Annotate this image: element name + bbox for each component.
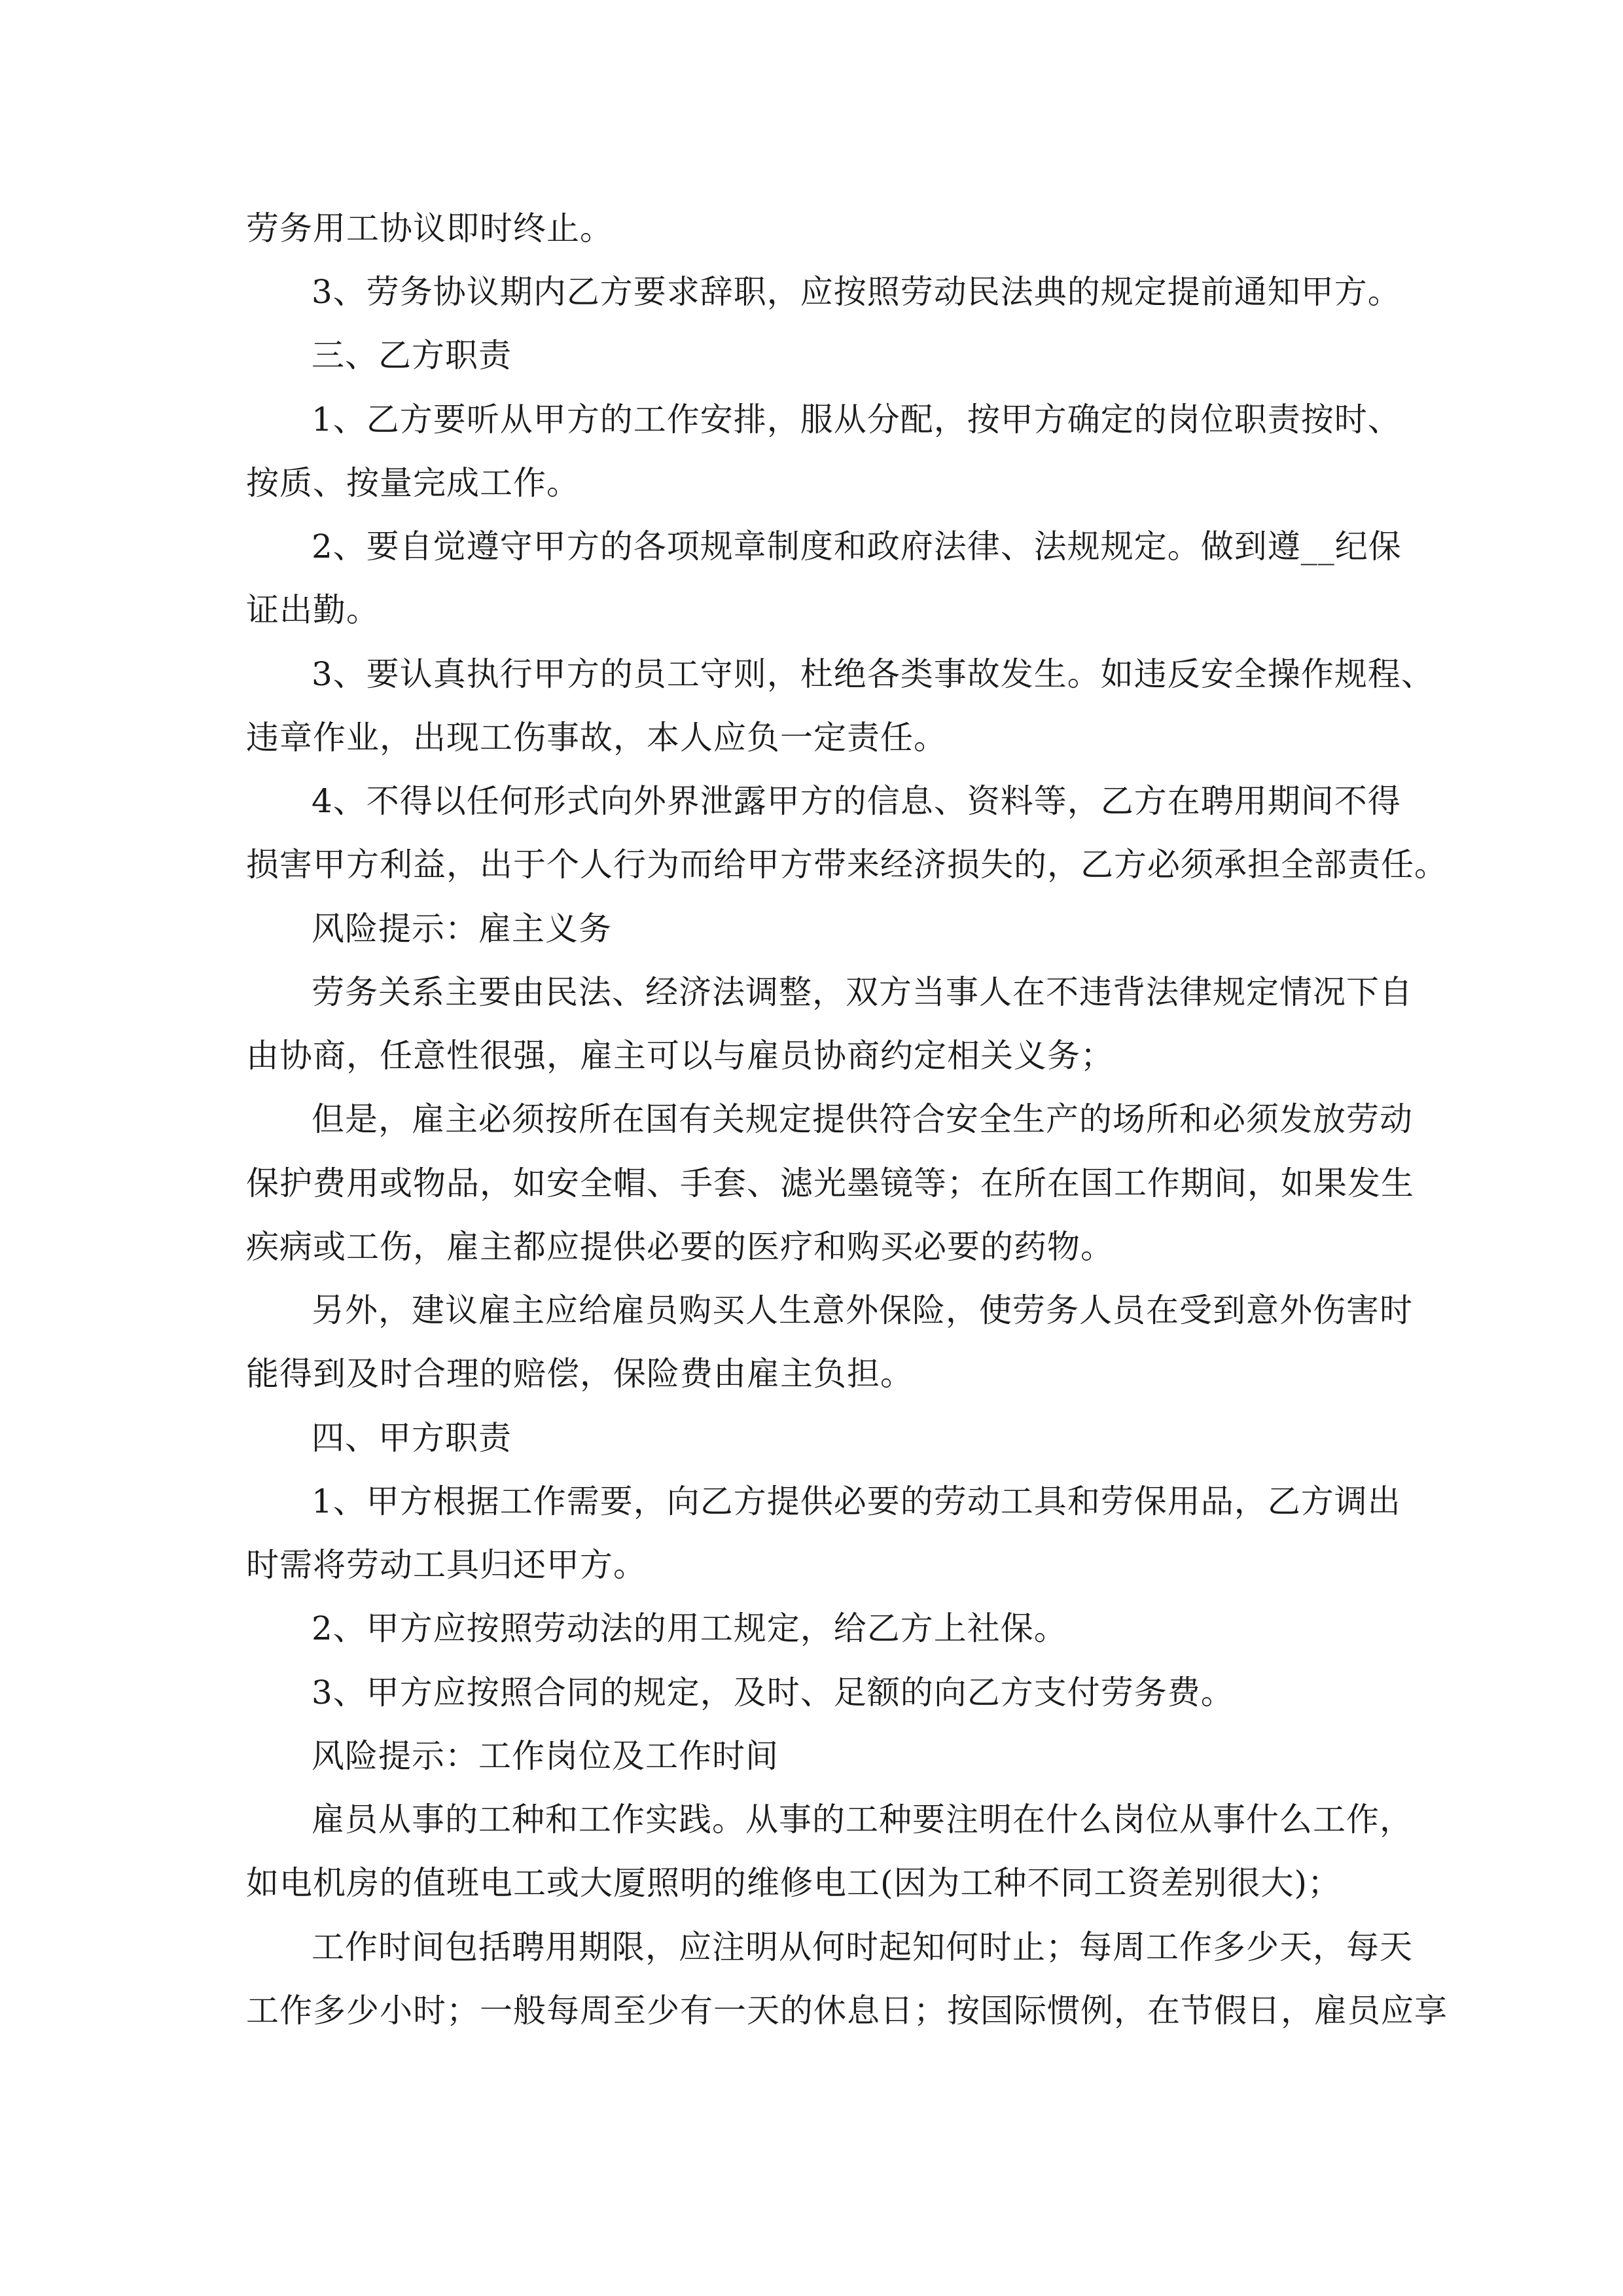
text-line: 损害甲方利益，出于个人行为而给甲方带来经济损失的，乙方必须承担全部责任。 [246, 846, 1448, 884]
text-line: 但是，雇主必须按所在国有关规定提供符合安全生产的场所和必须发放劳动 [312, 1100, 1413, 1138]
text-line: 违章作业，出现工伤事故，本人应负一定责任。 [246, 719, 947, 757]
text-line: 劳务用工协议即时终止。 [246, 209, 613, 247]
risk-heading: 风险提示：工作岗位及工作时间 [312, 1737, 779, 1775]
text-line: 1、乙方要听从甲方的工作安排，服从分配，按甲方确定的岗位职责按时、 [312, 401, 1401, 439]
section-heading: 四、甲方职责 [312, 1419, 512, 1457]
text-line: 3、要认真执行甲方的员工守则，杜绝各类事故发生。如违反安全操作规程、 [312, 655, 1435, 693]
text-line: 工作多少小时；一般每周至少有一天的休息日；按国际惯例，在节假日，雇员应享 [246, 1992, 1448, 2030]
text-line: 劳务关系主要由民法、经济法调整，双方当事人在不违背法律规定情况下自 [312, 973, 1413, 1011]
text-line: 雇员从事的工种和工作实践。从事的工种要注明在什么岗位从事什么工作， [312, 1801, 1413, 1839]
text-line: 疾病或工伤，雇主都应提供必要的医疗和购买必要的药物。 [246, 1228, 1114, 1266]
text-line: 工作时间包括聘用期限，应注明从何时起知何时止；每周工作多少天，每天 [312, 1928, 1413, 1966]
text-line: 能得到及时合理的赔偿，保险费由雇主负担。 [246, 1355, 914, 1393]
text-line: 2、要自觉遵守甲方的各项规章制度和政府法律、法规规定。做到遵__纪保 [312, 528, 1402, 565]
text-line: 另外，建议雇主应给雇员购买人生意外保险，使劳务人员在受到意外伤害时 [312, 1291, 1413, 1329]
text-line: 证出勤。 [246, 591, 380, 629]
risk-heading: 风险提示：雇主义务 [312, 910, 612, 948]
text-line: 时需将劳动工具归还甲方。 [246, 1546, 647, 1584]
text-line: 3、劳务协议期内乙方要求辞职，应按照劳动民法典的规定提前通知甲方。 [312, 273, 1401, 311]
text-line: 1、甲方根据工作需要，向乙方提供必要的劳动工具和劳保用品，乙方调出 [312, 1482, 1401, 1520]
section-heading: 三、乙方职责 [312, 336, 512, 374]
text-line: 4、不得以任何形式向外界泄露甲方的信息、资料等，乙方在聘用期间不得 [312, 782, 1401, 820]
text-line: 如电机房的值班电工或大厦照明的维修电工(因为工种不同工资差别很大)； [246, 1864, 1342, 1902]
text-line: 2、甲方应按照劳动法的用工规定，给乙方上社保。 [312, 1609, 1067, 1647]
text-line: 保护费用或物品，如安全帽、手套、滤光墨镜等；在所在国工作期间，如果发生 [246, 1164, 1414, 1202]
text-line: 按质、按量完成工作。 [246, 464, 580, 502]
text-line: 3、甲方应按照合同的规定，及时、足额的向乙方支付劳务费。 [312, 1674, 1234, 1712]
text-line: 由协商，任意性很强，雇主可以与雇员协商约定相关义务； [246, 1037, 1114, 1075]
